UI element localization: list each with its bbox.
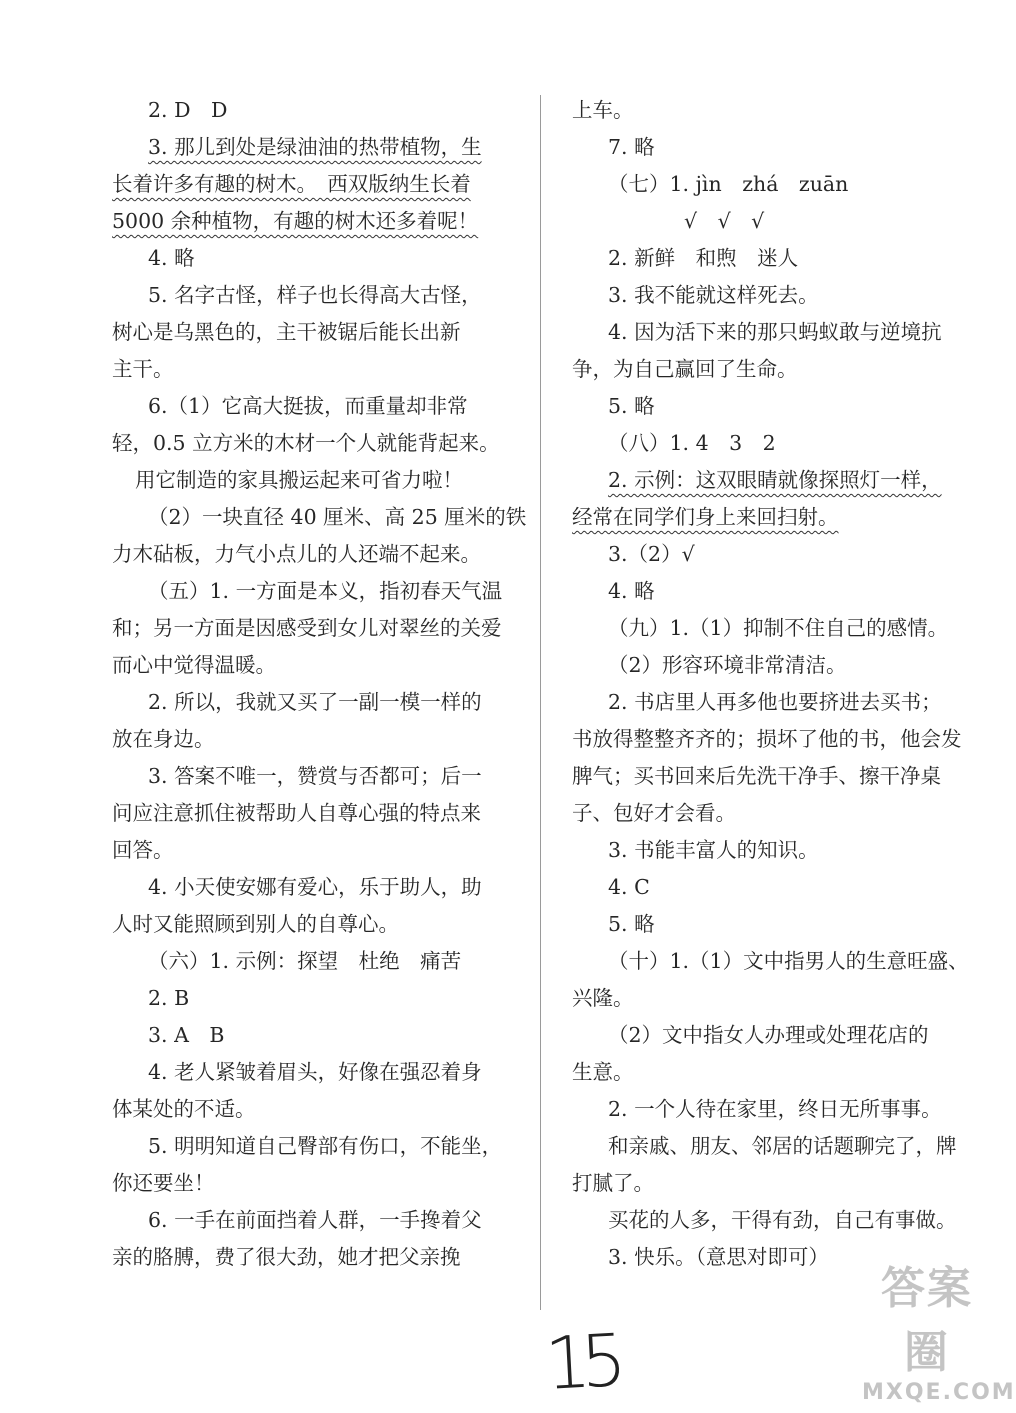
answer-line: 3. 快乐。（意思对即可） <box>608 1245 829 1269</box>
answer-line: 放在身边。 <box>112 727 215 751</box>
answer-line: 3. 答案不唯一，赞赏与否都可；后一 <box>148 764 482 788</box>
answer-line: 4. 略 <box>608 579 655 603</box>
answer-line: 3. A B <box>148 1023 225 1047</box>
answer-line: 4. 因为活下来的那只蚂蚁敢与逆境抗 <box>608 320 942 344</box>
answer-line: 书放得整整齐齐的；损坏了他的书，他会发 <box>572 727 962 751</box>
answer-line: 脾气；买书回来后先洗干净手、擦干净桌 <box>572 764 941 788</box>
answer-line: 而心中觉得温暖。 <box>112 653 276 677</box>
answer-line: 主干。 <box>112 357 174 381</box>
answer-line: 4. C <box>608 875 650 899</box>
answer-line: 子、包好才会看。 <box>572 801 736 825</box>
answer-line: 打腻了。 <box>572 1171 654 1195</box>
answer-line: 5. 略 <box>608 394 655 418</box>
answer-line: 2. 示例：这双眼睛就像探照灯一样， <box>608 468 942 492</box>
answer-line: 轻，0.5 立方米的木材一个人就能背起来。 <box>112 431 500 455</box>
answer-line: 3.（2）√ <box>608 542 695 566</box>
answer-line: （2）文中指女人办理或处理花店的 <box>608 1023 929 1047</box>
answer-line: 6. 一手在前面挡着人群，一手搀着父 <box>148 1208 482 1232</box>
answer-line: 人时又能照顾到别人的自尊心。 <box>112 912 399 936</box>
answer-line: 兴隆。 <box>572 986 634 1010</box>
answer-line: 长着许多有趣的树木。 西双版纳生长着 <box>112 172 471 196</box>
answer-line: 3. 那儿到处是绿油油的热带植物，生 <box>148 135 482 159</box>
section-heading-7: （七）1. jìn zhá zuān <box>608 172 849 196</box>
answer-line: 3. 书能丰富人的知识。 <box>608 838 819 862</box>
right-column <box>572 92 972 1276</box>
answer-line: 2. 所以，我就又买了一副一模一样的 <box>148 690 482 714</box>
answer-line: 和；另一方面是因感受到女儿对翠丝的关爱 <box>112 616 502 640</box>
answer-line: 经常在同学们身上来回扫射。 <box>572 505 839 529</box>
answer-line: （2）形容环境非常清洁。 <box>608 653 847 677</box>
answer-line: 2. 书店里人再多他也要挤进去买书； <box>608 690 942 714</box>
answer-line: 5. 明明知道自己臀部有伤口，不能坐， <box>148 1134 503 1158</box>
answer-line: （2）一块直径 40 厘米、高 25 厘米的铁 <box>148 505 527 529</box>
answer-line: 上车。 <box>572 98 634 122</box>
section-heading-10: （十）1.（1）文中指男人的生意旺盛、 <box>608 949 969 973</box>
answer-line: 用它制造的家具搬运起来可省力啦！ <box>135 468 463 492</box>
watermark <box>862 1252 1016 1405</box>
answer-line: 5. 略 <box>608 912 655 936</box>
answer-line: 树心是乌黑色的，主干被锯后能长出新 <box>112 320 461 344</box>
answer-line: 2. 新鲜 和煦 迷人 <box>608 246 799 270</box>
answer-line: 7. 略 <box>608 135 655 159</box>
answer-line: 体某处的不适。 <box>112 1097 256 1121</box>
answer-line: 2. 一个人待在家里，终日无所事事。 <box>608 1097 942 1121</box>
answer-line: 4. 老人紧皱着眉头，好像在强忍着身 <box>148 1060 482 1084</box>
answer-line: 2. D D <box>148 98 228 122</box>
answer-line: 问应注意抓住被帮助人自尊心强的特点来 <box>112 801 481 825</box>
answer-line: 生意。 <box>572 1060 634 1084</box>
answer-line: 回答。 <box>112 838 174 862</box>
section-heading-5: （五）1. 一方面是本义，指初春天气温 <box>148 579 503 603</box>
answer-line: 买花的人多，干得有劲，自己有事做。 <box>608 1208 957 1232</box>
answer-line: 4. 略 <box>148 246 195 270</box>
answer-line: 5. 名字古怪，样子也长得高大古怪， <box>148 283 482 307</box>
answer-line: 6.（1）它高大挺拔，而重量却非常 <box>148 394 468 418</box>
answer-line: 亲的胳膊，费了很大劲，她才把父亲挽 <box>112 1245 461 1269</box>
answer-line: 力木砧板，力气小点儿的人还端不起来。 <box>112 542 481 566</box>
section-heading-6: （六）1. 示例：探望 杜绝 痛苦 <box>148 949 462 973</box>
watermark-url: MXQE.COM <box>862 1380 1016 1405</box>
answer-line: 争，为自己赢回了生命。 <box>572 357 798 381</box>
section-heading-9: （九）1.（1）抑制不住自己的感情。 <box>608 616 949 640</box>
checkmarks-line: √ √ √ <box>684 209 765 233</box>
answer-line: 你还要坐！ <box>112 1171 215 1195</box>
answer-line: 4. 小天使安娜有爱心，乐于助人，助 <box>148 875 482 899</box>
watermark-logo: 答案圈 <box>881 1263 973 1378</box>
section-heading-8: （八）1. 4 3 2 <box>608 431 776 455</box>
left-column <box>112 92 527 1276</box>
handwritten-page-number: 15 <box>542 1318 619 1406</box>
answer-line: 和亲戚、朋友、邻居的话题聊完了，牌 <box>608 1134 957 1158</box>
column-divider <box>540 95 541 1310</box>
answer-line: 5000 余种植物，有趣的树木还多着呢！ <box>112 209 479 233</box>
answer-line: 2. B <box>148 986 190 1010</box>
answer-line: 3. 我不能就这样死去。 <box>608 283 819 307</box>
